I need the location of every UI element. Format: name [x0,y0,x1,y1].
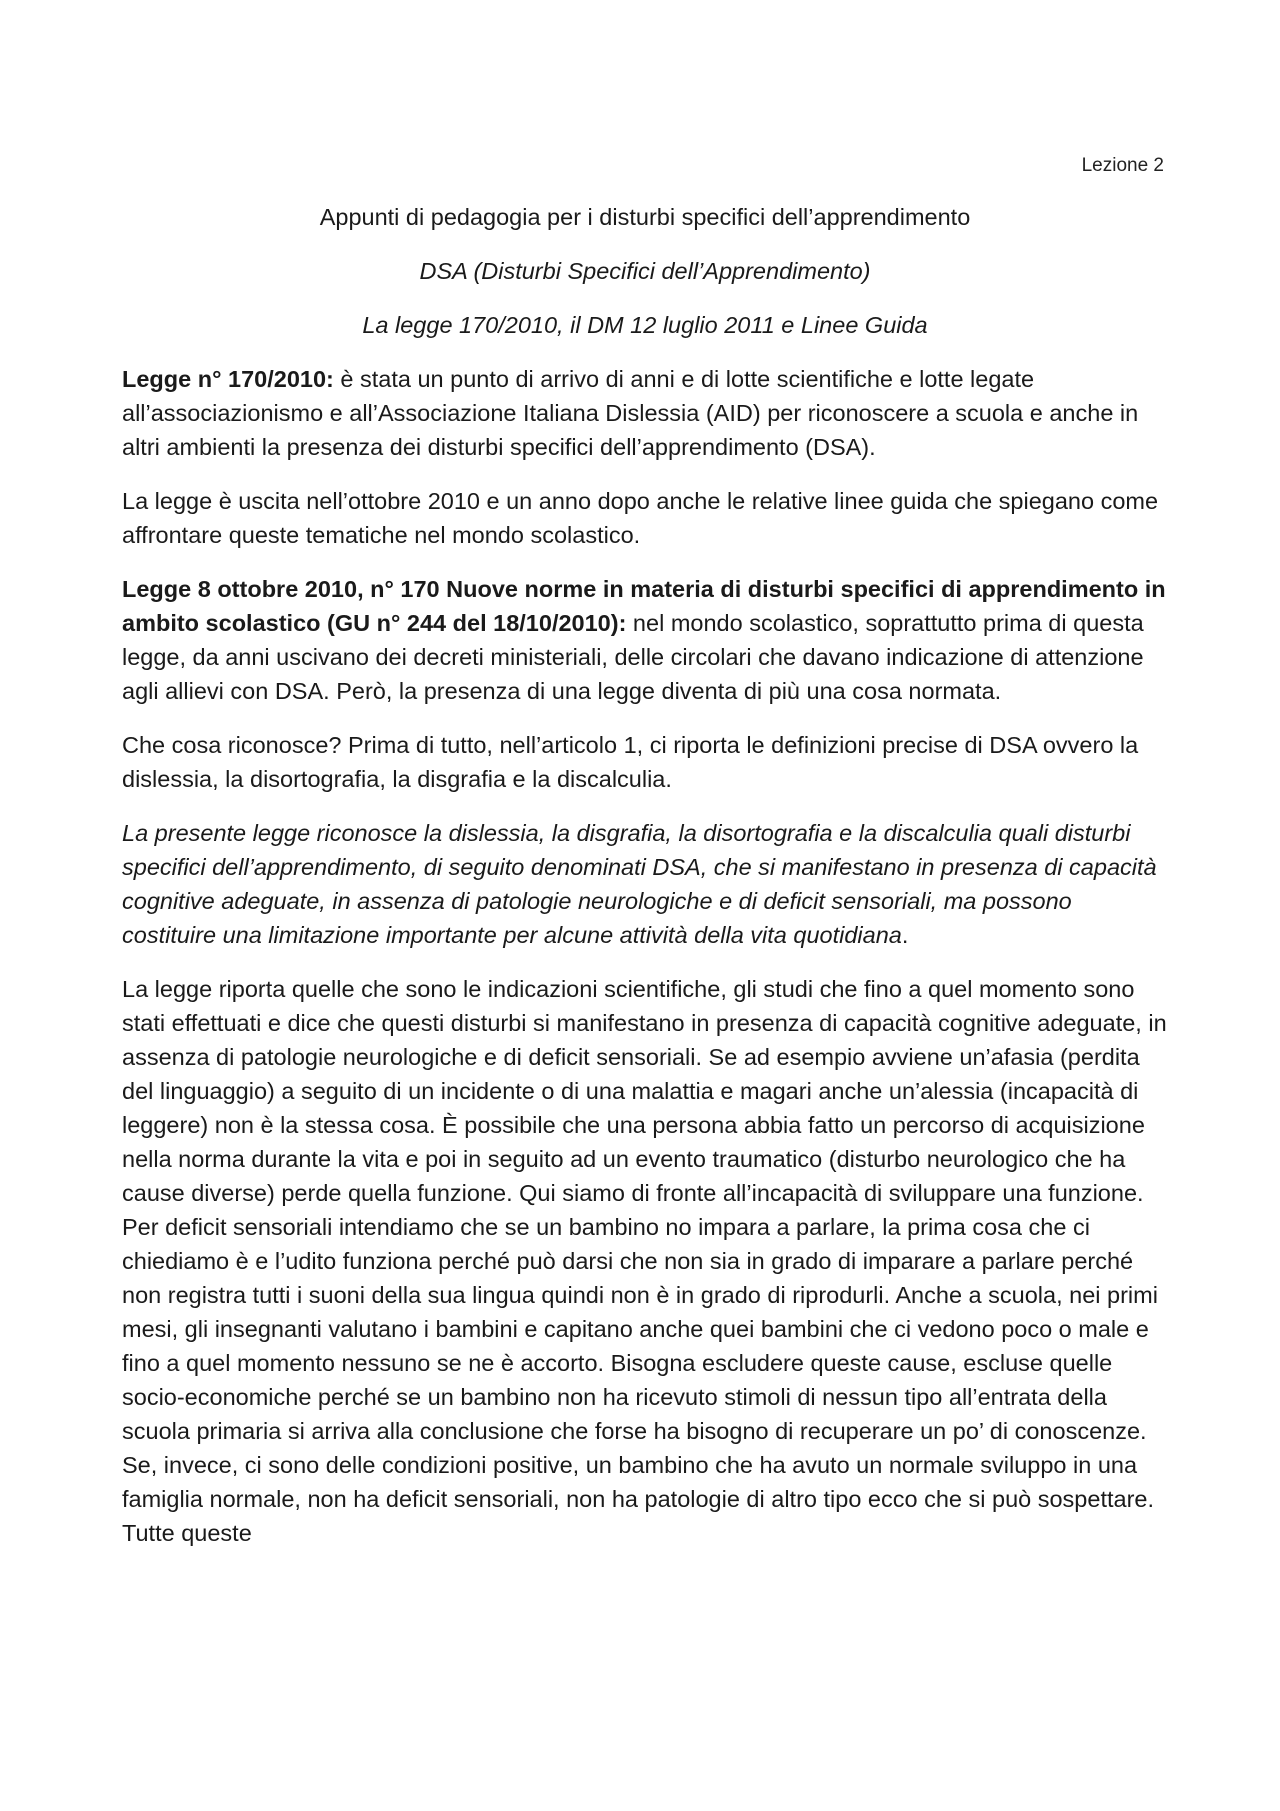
paragraph-what-it-recognizes: Che cosa riconosce? Prima di tutto, nell’articolo 1, ci riporta le definizioni precise di DSA ovvero la dislessia, la disortografia, la disgrafia e la discalculia. [122,732,1139,792]
paragraph-bold-lead: Legge 8 ottobre 2010, n° 170 Nuove norme in materia di disturbi specifici di apprendimento in ambito scolastico (GU n° 244 del 18/10/2010): [122,576,1166,636]
law-reference-line: La legge 170/2010, il DM 12 luglio 2011 e Linee Guida [362,312,928,338]
paragraph-law-release: La legge è uscita nell’ottobre 2010 e un anno dopo anche le relative linee guida che spiegano come affrontare queste tematiche nel mondo scolastico. [122,488,1159,548]
paragraph-text: nel mondo scolastico, soprattutto prima di questa legge, da anni uscivano dei decreti ministeriali, delle circolari che davano indicazione di attenzione agli allievi con DSA. Però, la presenza di una legge diventa di più una cosa normata. [122,610,1144,704]
quote-text: La presente legge riconosce la dislessia, la disgrafia, la disortografia e la discalculia quali disturbi specifici dell’apprendimento, di seguito denominati DSA, che si manifestano in presenza di capacità cognitive adeguate, in assenza di patologie neurologiche e di deficit sensoriali, ma possono costituire una limitazione importante per alcune attività della vita quotidiana [122,820,1157,948]
paragraph-scientific-indications: La legge riporta quelle che sono le indicazioni scientifiche, gli studi che fino a quel momento sono stati effettuati e dice che questi disturbi si manifestano in presenza di capacità cognitive adeguate, in assenza di patologie neurologiche e di deficit sensoriali. Se ad esempio avviene un’afasia (perdita del linguaggio) a seguito di un incidente o di una malattia e magari anche un’alessia (incapacità di leggere) non è la stessa cosa. È possibile che una persona abbia fatto un percorso di acquisizione nella norma durante la vita e poi in seguito ad un evento traumatico (disturbo neurologico che ha cause diverse) perde quella funzione. Qui siamo di fronte all’incapacità di sviluppare una funzione. Per deficit sensoriali intendiamo che se un bambino no impara a parlare, la prima cosa che ci chiediamo è e l’udito funziona perché può darsi che non sia in grado di imparare a parlare perché non registra tutti i suoni della sua lingua quindi non è in grado di riprodurli. Anche a scuola, nei primi mesi, gli insegnanti valutano i bambini e capitano anche quei bambini che ci vedono poco o male e fino a quel momento nessuno se ne è accorto. Bisogna escludere queste cause, escluse quelle socio-economiche perché se un bambino non ha ricevuto stimoli di nessun tipo all’entrata della scuola primaria si arriva alla conclusione che forse ha bisogno di recuperare un po’ di conoscenze. Se, invece, ci sono delle condizioni positive, un bambino che ha avuto un normale sviluppo in una famiglia normale, non ha deficit sensoriali, non ha patologie di altro tipo ecco che si può sospettare. Tutte queste [122,976,1167,1546]
document-body [122,200,1168,1570]
paragraph-legge-170 [122,362,1168,464]
document-subtitle: DSA (Disturbi Specifici dell’Apprendimento) [419,258,871,284]
paragraph-text: è stata un punto di arrivo di anni e di lotte scientifiche e lotte legate all’associazionismo e all’Associazione Italiana Dislessia (AID) per riconoscere a scuola e anche in altri ambienti la presenza dei disturbi specifici dell’apprendimento (DSA). [122,366,1139,460]
lesson-label: Lezione 2 [1081,155,1164,176]
quote-end-punctuation: . [901,922,909,948]
paragraph-bold-lead: Legge n° 170/2010: [122,366,334,392]
document-title: Appunti di pedagogia per i disturbi specifici dell’apprendimento [319,204,971,230]
paragraph-law-quote [122,816,1168,952]
paragraph-legge-8-ottobre [122,572,1168,708]
